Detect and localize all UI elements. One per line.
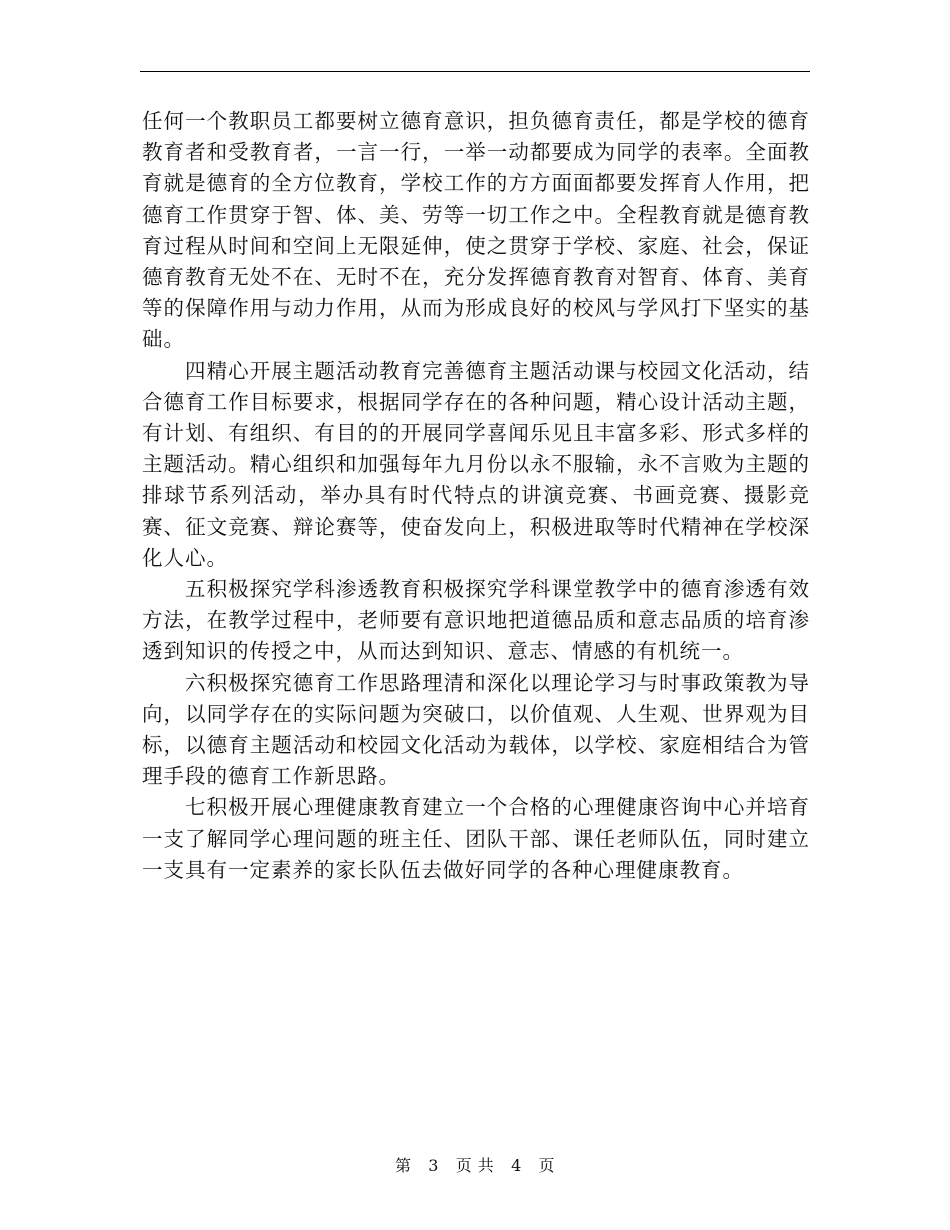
footer-suffix: 页 bbox=[538, 1156, 556, 1175]
paragraph-continuation: 任何一个教职员工都要树立德育意识，担负德育责任，都是学校的德育教育者和受教育者，一言一行，一举一动都要成为同学的表率。全面教育就是德育的全方位教育，学校工作的方方面面都要发挥育人作用，把德育工作贯穿于智、体、美、劳等一切工作之中。全程教育就是德育教育过程从时间和空间上无限延伸，使之贯穿于学校、家庭、社会，保证德育教育无处不在、无时不在，充分发挥德育教育对智育、体育、美育等的保障作用与动力作用，从而为形成良好的校风与学风打下坚实的基础。 bbox=[142, 109, 810, 352]
paragraph-section-four: 四精心开展主题活动教育完善德育主题活动课与校园文化活动，结合德育工作目标要求，根据同学存在的各种问题，精心设计活动主题，有计划、有组织、有目的的开展同学喜闻乐见且丰富多彩、形式多样的主题活动。精心组织和加强每年九月份以永不服输，永不言败为主题的排球节系列活动，举办具有时代特点的讲演竞赛、书画竞赛、摄影竞赛、征文竞赛、辩论赛等，使奋发向上，积极进取等时代精神在学校深化人心。 bbox=[142, 358, 810, 570]
paragraph-section-six: 六积极探究德育工作思路理清和深化以理论学习与时事政策教为导向，以同学存在的实际问题为突破口，以价值观、人生观、世界观为目标，以德育主题活动和校园文化活动为载体，以学校、家庭相结合为管理手段的德育工作新思路。 bbox=[142, 670, 810, 789]
document-body bbox=[142, 106, 810, 886]
footer-total-pages: 4 bbox=[511, 1156, 522, 1175]
header-rule bbox=[140, 71, 810, 72]
paragraph-section-five: 五积极探究学科渗透教育积极探究学科课堂教学中的德育渗透有效方法，在教学过程中，老师要有意识地把道德品质和意志品质的培育渗透到知识的传授之中，从而达到知识、意志、情感的有机统一。 bbox=[142, 577, 810, 664]
footer-prefix: 第 bbox=[394, 1156, 412, 1175]
footer-current-page: 3 bbox=[428, 1156, 439, 1175]
paragraph-section-seven: 七积极开展心理健康教育建立一个合格的心理健康咨询中心并培育一支了解同学心理问题的班主任、团队干部、课任老师队伍，同时建立一支具有一定素养的家长队伍去做好同学的各种心理健康教育。 bbox=[142, 795, 810, 882]
page-footer bbox=[0, 1153, 950, 1176]
footer-middle: 页 共 bbox=[455, 1156, 495, 1175]
